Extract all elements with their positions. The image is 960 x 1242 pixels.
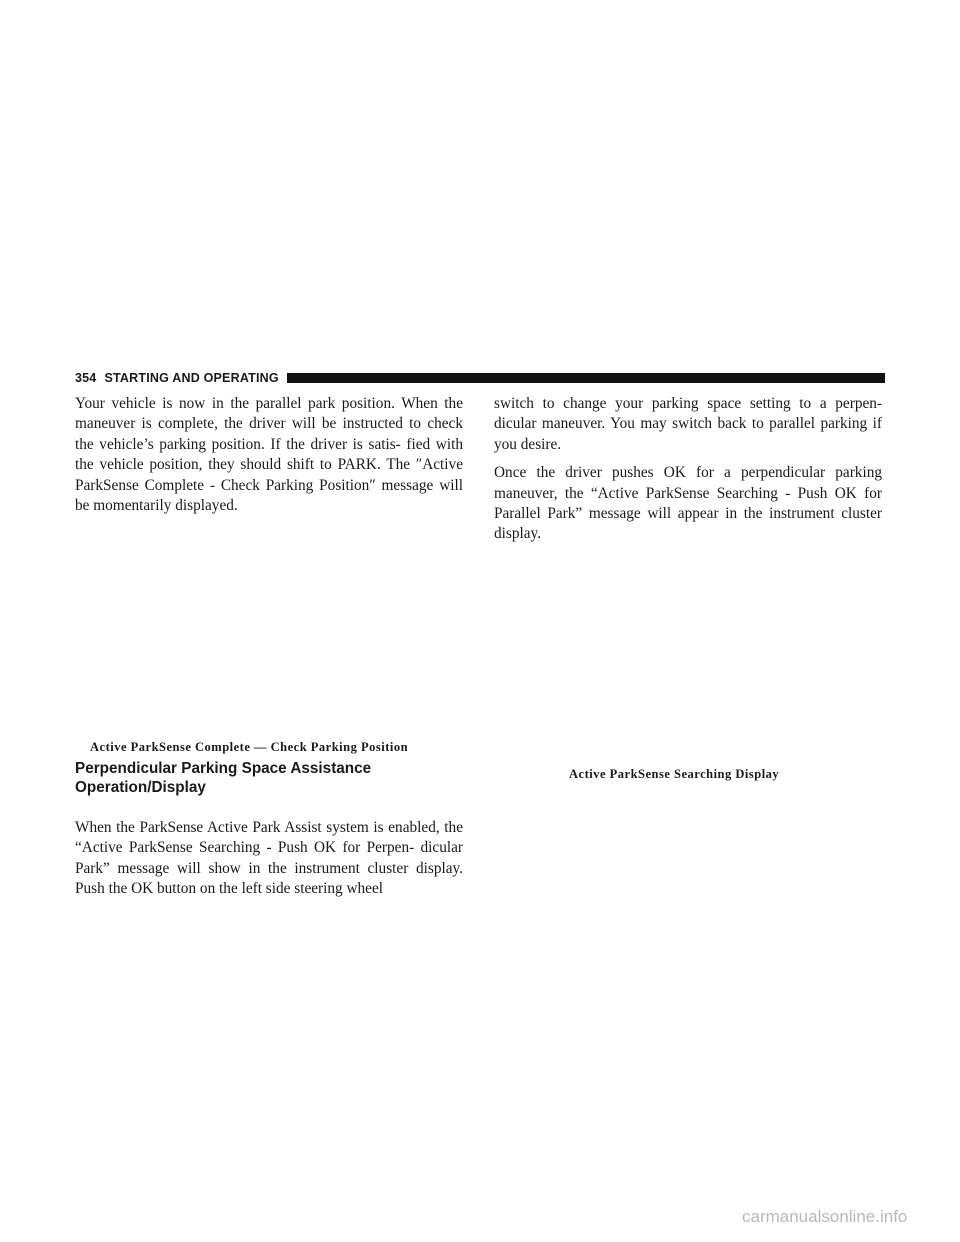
- page-header: [75, 371, 885, 385]
- watermark-text: carmanualsonline.info: [742, 1207, 908, 1226]
- left-paragraph-2: When the ParkSense Active Park Assist system is enabled, the “Active ParkSense Searching - Push OK for Perpen- dicular Park” message will show in the instrument cluster display. Push the OK button on the left side steering wheel: [75, 819, 463, 898]
- section-title: STARTING AND OPERATING: [104, 371, 279, 385]
- right-paragraph-2: Once the driver pushes OK for a perpendicular parking maneuver, the “Active ParkSense Searching - Push OK for Parallel Park” message will appear in the instrument cluster display.: [494, 464, 882, 543]
- left-column-bottom: [75, 818, 463, 908]
- header-rule-bar: [287, 373, 885, 383]
- left-paragraph-1: Your vehicle is now in the parallel park position. When the maneuver is complete, the driver will be instructed to check the vehicle’s parking position. If the driver is satis- fied with the vehicle position, they should shift to PARK. The ″Active ParkSense Complete - Check Parking Position″ message will be momentarily displayed.: [75, 395, 463, 515]
- right-paragraph-1: switch to change your parking space setting to a perpen- dicular maneuver. You may switch back to parallel parking if you desire.: [494, 395, 882, 453]
- page-number: 354: [75, 371, 97, 385]
- left-column-top: [75, 394, 463, 524]
- figure-caption-searching: Active ParkSense Searching Display: [569, 767, 780, 781]
- section-subheading: Perpendicular Parking Space Assistance Operation/Display: [75, 760, 372, 796]
- figure-searching-placeholder: [494, 560, 884, 760]
- figure-complete-placeholder: [75, 520, 465, 730]
- figure-caption-complete: Active ParkSense Complete — Check Parking Position: [90, 740, 409, 754]
- right-column: [494, 394, 882, 553]
